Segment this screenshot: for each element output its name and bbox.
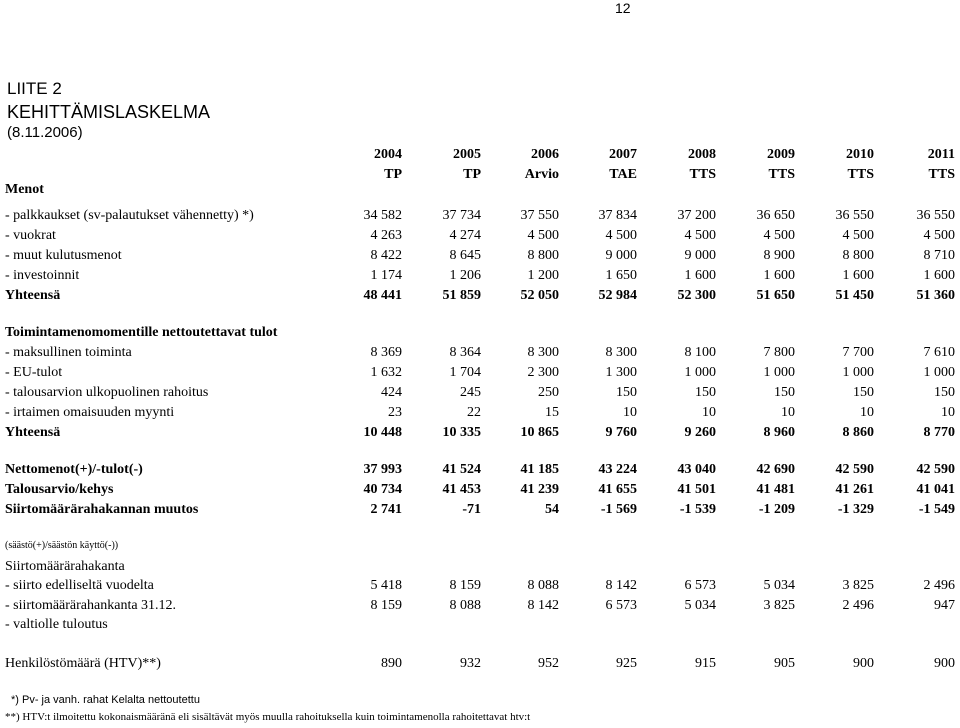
table-cell: 8 800 — [842, 248, 874, 263]
type-header: Arvio — [524, 167, 559, 182]
table-cell: 41 524 — [442, 462, 481, 477]
row-label: - palkkaukset (sv-palautukset vähennetty) *) — [5, 208, 254, 223]
row-label: Siirtomäärärahakanta — [5, 559, 125, 574]
table-cell: 952 — [538, 656, 559, 671]
row-label: Siirtomäärärahakannan muutos — [5, 502, 199, 517]
year-header: 2010 — [846, 147, 874, 162]
row-label: Henkilöstömäärä (HTV)**) — [5, 656, 161, 671]
table-cell: 1 174 — [370, 268, 402, 283]
table-cell: 1 600 — [923, 268, 955, 283]
table-cell: -1 329 — [837, 502, 874, 517]
table-cell: 8 100 — [684, 345, 716, 360]
table-cell: 4 263 — [370, 228, 402, 243]
table-cell: 43 040 — [677, 462, 716, 477]
table-cell: 10 — [781, 405, 795, 420]
table-cell: 900 — [853, 656, 874, 671]
table-cell: 22 — [467, 405, 481, 420]
table-cell: 7 800 — [763, 345, 795, 360]
table-cell: 1 632 — [370, 365, 402, 380]
table-cell: 8 422 — [370, 248, 402, 263]
table-cell: 5 034 — [684, 598, 716, 613]
row-label: Menot — [5, 182, 44, 197]
table-cell: 8 300 — [605, 345, 637, 360]
table-cell: 52 984 — [598, 288, 637, 303]
table-cell: 9 000 — [605, 248, 637, 263]
table-cell: 947 — [934, 598, 955, 613]
table-cell: 51 450 — [835, 288, 874, 303]
table-cell: 1 650 — [605, 268, 637, 283]
table-cell: 150 — [853, 385, 874, 400]
table-cell: 36 550 — [916, 208, 955, 223]
table-cell: 8 142 — [605, 578, 637, 593]
year-header: 2004 — [374, 147, 402, 162]
table-cell: 37 550 — [520, 208, 559, 223]
year-header: 2005 — [453, 147, 481, 162]
table-cell: 42 690 — [756, 462, 795, 477]
table-cell: 905 — [774, 656, 795, 671]
footnote-1: *) Pv- ja vanh. rahat Kelalta nettoutettu — [11, 694, 200, 706]
table-cell: 43 224 — [598, 462, 637, 477]
table-cell: 10 448 — [363, 425, 402, 440]
table-cell: 10 865 — [520, 425, 559, 440]
type-header: TP — [463, 167, 481, 182]
row-label: Yhteensä — [5, 425, 61, 440]
table-cell: 7 700 — [842, 345, 874, 360]
table-cell: 1 000 — [763, 365, 795, 380]
table-cell: 1 206 — [449, 268, 481, 283]
table-cell: 8 300 — [527, 345, 559, 360]
table-cell: 245 — [460, 385, 481, 400]
table-cell: 10 — [623, 405, 637, 420]
table-cell: 10 335 — [442, 425, 481, 440]
row-label: - talousarvion ulkopuolinen rahoitus — [5, 385, 209, 400]
table-cell: 150 — [774, 385, 795, 400]
table-cell: 2 496 — [842, 598, 874, 613]
table-cell: 52 050 — [520, 288, 559, 303]
table-cell: 51 360 — [916, 288, 955, 303]
table-cell: 150 — [695, 385, 716, 400]
table-cell: -71 — [462, 502, 481, 517]
row-label: (säästö(+)/säästön käyttö(-)) — [5, 540, 119, 551]
table-cell: 37 993 — [363, 462, 402, 477]
table-cell: 2 741 — [370, 502, 402, 517]
table-cell: 150 — [616, 385, 637, 400]
table-cell: 8 159 — [370, 598, 402, 613]
table-cell: 54 — [545, 502, 559, 517]
table-cell: 8 142 — [527, 598, 559, 613]
table-cell: -1 549 — [918, 502, 955, 517]
table-cell: 1 300 — [605, 365, 637, 380]
table-cell: 37 734 — [442, 208, 481, 223]
table-cell: 1 600 — [684, 268, 716, 283]
table-cell: 41 185 — [520, 462, 559, 477]
table-cell: 41 041 — [916, 482, 955, 497]
row-label: - investoinnit — [5, 268, 80, 283]
table-cell: 42 590 — [916, 462, 955, 477]
table-cell: 4 500 — [763, 228, 795, 243]
year-header: 2009 — [767, 147, 795, 162]
table-cell: 48 441 — [363, 288, 402, 303]
table-cell: 8 710 — [923, 248, 955, 263]
table-cell: 932 — [460, 656, 481, 671]
table-cell: 34 582 — [363, 208, 402, 223]
type-header: TTS — [928, 167, 955, 182]
table-cell: 36 550 — [835, 208, 874, 223]
table-cell: 37 200 — [677, 208, 716, 223]
table-cell: 4 500 — [684, 228, 716, 243]
footnote-2: **) HTV:t ilmoitettu kokonaismääränä eli sisältävät myös muulla rahoituksella kuin toimintamenolla rahoitettavat htv:t — [5, 711, 531, 723]
table-cell: 8 645 — [449, 248, 481, 263]
table-cell: 5 418 — [370, 578, 402, 593]
table-cell: 9 260 — [684, 425, 716, 440]
table-cell: 890 — [381, 656, 402, 671]
type-header: TTS — [768, 167, 795, 182]
table-cell: 2 300 — [527, 365, 559, 380]
table-cell: 4 500 — [527, 228, 559, 243]
table-cell: 1 000 — [684, 365, 716, 380]
table-cell: 8 088 — [449, 598, 481, 613]
table-cell: 3 825 — [763, 598, 795, 613]
row-label: - siirto edelliseltä vuodelta — [5, 578, 154, 593]
table-cell: 40 734 — [363, 482, 402, 497]
row-label: - irtaimen omaisuuden myynti — [5, 405, 175, 420]
type-header: TAE — [609, 167, 637, 182]
table-cell: 9 000 — [684, 248, 716, 263]
appendix-label: LIITE 2 — [7, 79, 62, 98]
table-cell: 41 481 — [756, 482, 795, 497]
row-label: - valtiolle tuloutus — [5, 617, 108, 632]
table-cell: 10 — [941, 405, 955, 420]
table-cell: -1 569 — [600, 502, 637, 517]
type-header: TTS — [847, 167, 874, 182]
table-cell: 41 501 — [677, 482, 716, 497]
type-header: TP — [384, 167, 402, 182]
table-cell: 8 900 — [763, 248, 795, 263]
table-cell: 51 650 — [756, 288, 795, 303]
table-cell: 8 960 — [763, 425, 795, 440]
table-cell: 250 — [538, 385, 559, 400]
year-header: 2008 — [688, 147, 716, 162]
table-cell: 915 — [695, 656, 716, 671]
table-cell: 925 — [616, 656, 637, 671]
page-number: 12 — [615, 0, 631, 16]
table-cell: 10 — [702, 405, 716, 420]
table-cell: 150 — [934, 385, 955, 400]
table-cell: 8 369 — [370, 345, 402, 360]
row-label: Nettomenot(+)/-tulot(-) — [5, 462, 143, 477]
row-label: - muut kulutusmenot — [5, 248, 122, 263]
table-cell: 900 — [934, 656, 955, 671]
table-cell: 5 034 — [763, 578, 795, 593]
year-header: 2006 — [531, 147, 559, 162]
row-label: - siirtomäärärahankanta 31.12. — [5, 598, 177, 613]
table-cell: 8 159 — [449, 578, 481, 593]
table-cell: 10 — [860, 405, 874, 420]
table-cell: 8 364 — [449, 345, 481, 360]
table-cell: -1 539 — [679, 502, 716, 517]
table-cell: 8 800 — [527, 248, 559, 263]
table-cell: 1 600 — [763, 268, 795, 283]
table-cell: 1 704 — [449, 365, 481, 380]
row-label: Toimintamenomomentille nettoutettavat tulot — [5, 325, 278, 340]
document-date: (8.11.2006) — [7, 124, 83, 141]
table-cell: 15 — [545, 405, 559, 420]
table-cell: 8 088 — [527, 578, 559, 593]
table-cell: 52 300 — [677, 288, 716, 303]
table-cell: 4 500 — [842, 228, 874, 243]
table-cell: 2 496 — [923, 578, 955, 593]
row-label: - vuokrat — [5, 228, 56, 243]
table-cell: 4 274 — [449, 228, 481, 243]
table-cell: 41 453 — [442, 482, 481, 497]
table-cell: -1 209 — [758, 502, 795, 517]
row-label: Yhteensä — [5, 288, 61, 303]
table-cell: 7 610 — [923, 345, 955, 360]
table-cell: 41 239 — [520, 482, 559, 497]
table-cell: 23 — [388, 405, 402, 420]
table-cell: 1 200 — [527, 268, 559, 283]
type-header: TTS — [689, 167, 716, 182]
table-cell: 51 859 — [442, 288, 481, 303]
table-cell: 1 000 — [923, 365, 955, 380]
table-cell: 6 573 — [684, 578, 716, 593]
year-header: 2011 — [927, 147, 955, 162]
table-cell: 42 590 — [835, 462, 874, 477]
table-cell: 3 825 — [842, 578, 874, 593]
year-header: 2007 — [609, 147, 637, 162]
document-title: KEHITTÄMISLASKELMA — [7, 102, 211, 122]
table-cell: 1 000 — [842, 365, 874, 380]
table-cell: 6 573 — [605, 598, 637, 613]
table-cell: 8 860 — [842, 425, 874, 440]
table-cell: 41 261 — [835, 482, 874, 497]
table-cell: 424 — [381, 385, 402, 400]
table-cell: 4 500 — [923, 228, 955, 243]
table-cell: 36 650 — [756, 208, 795, 223]
row-label: - maksullinen toiminta — [5, 345, 132, 360]
row-label: - EU-tulot — [5, 365, 63, 380]
row-label: Talousarvio/kehys — [5, 482, 114, 497]
table-cell: 4 500 — [605, 228, 637, 243]
table-cell: 8 770 — [923, 425, 955, 440]
table-cell: 41 655 — [598, 482, 637, 497]
table-cell: 37 834 — [598, 208, 637, 223]
table-cell: 1 600 — [842, 268, 874, 283]
table-cell: 9 760 — [605, 425, 637, 440]
